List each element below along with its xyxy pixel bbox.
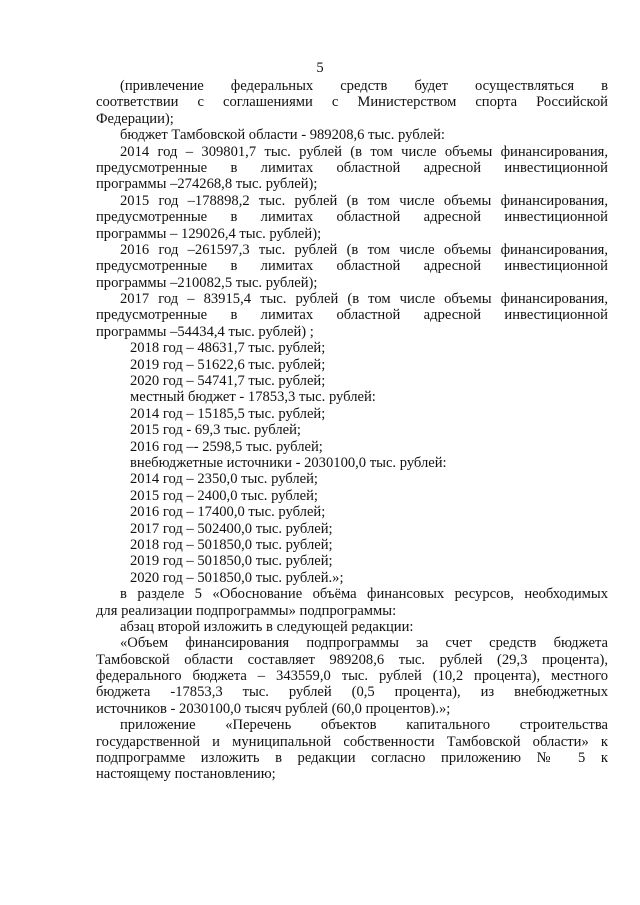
text-line: программы –54434,4 тыс. рублей) ; <box>96 323 314 340</box>
text-line: подпрограмме изложить в редакции согласно приложению № 5 к <box>96 750 608 767</box>
text-line: программы – 129026,4 тыс. рублей); <box>96 225 322 242</box>
text-line: 2015 год –178898,2 тыс. рублей (в том числе объемы финансирования, <box>120 192 608 209</box>
text-line: 2019 год – 501850,0 тыс. рублей; <box>130 553 333 570</box>
text-line: государственной и муниципальной собственности Тамбовской области» к <box>96 733 608 750</box>
text-line: абзац второй изложить в следующей редакции: <box>120 618 414 635</box>
text-line: 2016 год –261597,3 тыс. рублей (в том числе объемы финансирования, <box>120 241 608 258</box>
text-line: федерального бюджета – 343559,0 тыс. рублей (10,2 процента), местного <box>96 668 608 685</box>
text-line: 2017 год – 83915,4 тыс. рублей (в том числе объемы финансирования, <box>120 291 608 308</box>
text-line: источников - 2030100,0 тысяч рублей (60,0 процентов).»; <box>96 700 451 717</box>
text-line: для реализации подпрограммы» подпрограммы: <box>96 602 397 619</box>
text-line: 2017 год – 502400,0 тыс. рублей; <box>130 520 333 537</box>
text-line: (привлечение федеральных средств будет осуществляться в <box>120 78 608 94</box>
text-line: предусмотренные в лимитах областной адресной инвестиционной <box>96 159 608 176</box>
text-line: в разделе 5 «Обоснование объёма финансовых ресурсов, необходимых <box>120 586 608 603</box>
page-number: 5 <box>316 60 324 76</box>
text-line: 2020 год – 54741,7 тыс. рублей; <box>130 373 326 390</box>
text-line: 2016 год – 17400,0 тыс. рублей; <box>130 504 326 521</box>
text-line: 2018 год – 48631,7 тыс. рублей; <box>130 340 326 357</box>
text-line: внебюджетные источники - 2030100,0 тыс. рублей: <box>130 454 447 471</box>
text-line: 2014 год – 309801,7 тыс. рублей (в том числе объемы финансирования, <box>120 143 608 160</box>
text-line: Тамбовской области составляет 989208,6 тыс. рублей (29,3 процента), <box>96 651 608 668</box>
text-line: 2014 год – 15185,5 тыс. рублей; <box>130 405 326 422</box>
text-line: бюджет Тамбовской области - 989208,6 тыс. рублей: <box>120 127 445 144</box>
text-line: предусмотренные в лимитах областной адресной инвестиционной <box>96 209 608 226</box>
text-line: предусмотренные в лимитах областной адресной инвестиционной <box>96 307 608 324</box>
text-line: бюджета -17853,3 тыс. рублей (0,5 процента), из внебюджетных <box>96 684 608 701</box>
document-body <box>96 78 608 783</box>
text-line: 2018 год – 501850,0 тыс. рублей; <box>130 536 333 553</box>
text-line: 2015 год – 2400,0 тыс. рублей; <box>130 487 318 504</box>
text-line: предусмотренные в лимитах областной адресной инвестиционной <box>96 258 608 275</box>
text-line: 2016 год –- 2598,5 тыс. рублей; <box>130 438 323 455</box>
text-line: 2020 год – 501850,0 тыс. рублей.»; <box>130 569 344 586</box>
text-line: программы –210082,5 тыс. рублей); <box>96 274 318 291</box>
text-line: настоящему постановлению; <box>96 766 276 783</box>
text-line: приложение «Перечень объектов капитального строительства <box>120 717 608 734</box>
text-line: программы –274268,8 тыс. рублей); <box>96 176 318 193</box>
text-line: «Объем финансирования подпрограммы за счет средств бюджета <box>120 635 608 652</box>
text-line: 2014 год – 2350,0 тыс. рублей; <box>130 471 318 488</box>
text-line: местный бюджет - 17853,3 тыс. рублей: <box>130 389 376 406</box>
text-line: 2015 год - 69,3 тыс. рублей; <box>130 422 301 439</box>
text-line: Федерации); <box>96 110 174 127</box>
text-line: 2019 год – 51622,6 тыс. рублей; <box>130 356 326 373</box>
text-line: соответствии с соглашениями с Министерством спорта Российской <box>96 94 608 111</box>
